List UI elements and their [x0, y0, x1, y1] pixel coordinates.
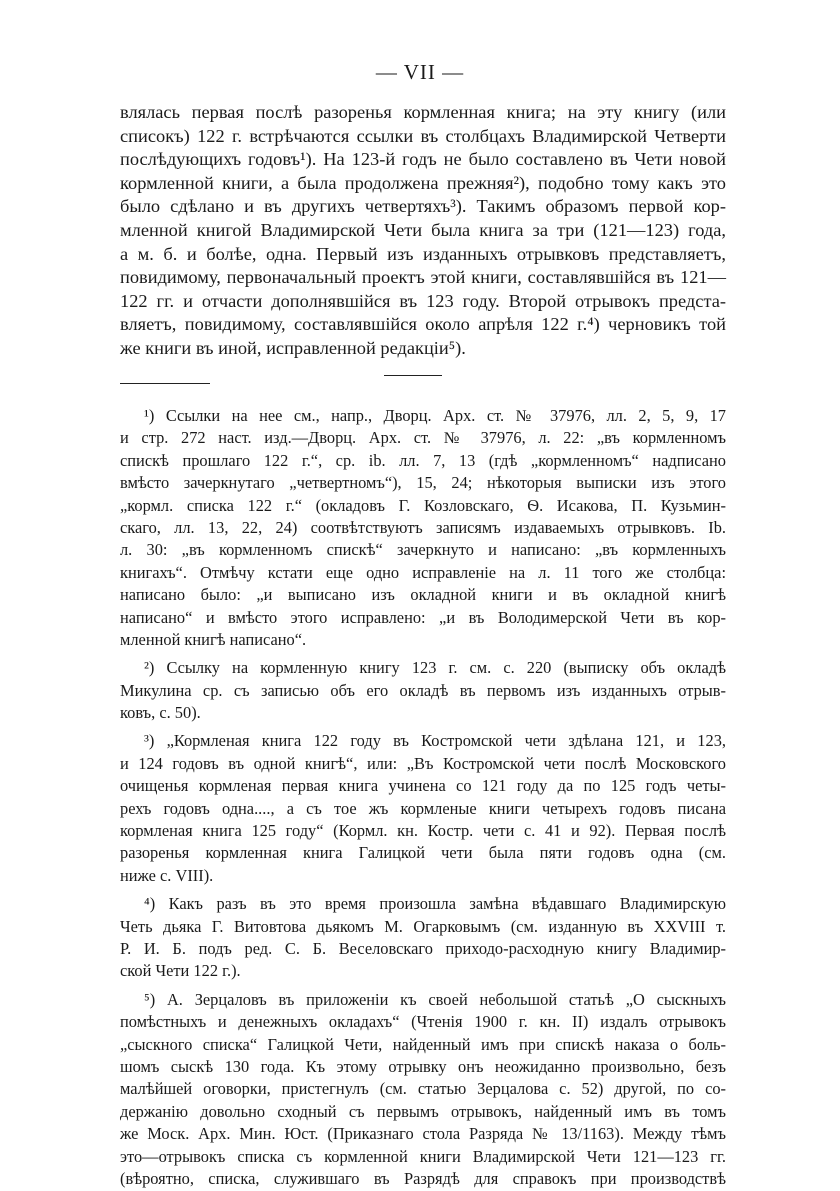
footnote-line: малѣйшей оговорки, пристегнулъ (см. статью Зерцалова с. 52) другой, по со- [120, 1079, 726, 1099]
footnote-rule [120, 383, 210, 384]
main-text-line: мленной книгой Владимирской Чети была книга за три (121—123) года, [120, 219, 726, 240]
main-text-line: списокъ) 122 г. встрѣчаются ссылки въ столбцахъ Владимирской Четверти [120, 125, 726, 146]
footnote-line: и 124 годовъ въ одной книгѣ“, или: „Въ Костромской чети послѣ Московского [120, 753, 726, 773]
main-text-line: было сдѣлано и въ другихъ четвертяхъ³). Такимъ образомъ первой кор- [120, 196, 726, 217]
footnote-line: „сыскного списка“ Галицкой Чети, найденный имъ при спискѣ наказа о боль- [120, 1034, 726, 1054]
footnote-line: написано было: „и выписано изъ окладной книги и въ окладной книгѣ [120, 585, 726, 605]
footnote-line: вмѣсто зачеркнутаго „четвертномъ“), 15, 24; нѣкоторыя выписки изъ этого [120, 473, 726, 493]
footnote-line: скаго, лл. 13, 22, 24) соотвѣтствуютъ записямъ издаваемыхъ отрывковъ. Ib. [120, 517, 726, 537]
section-divider [384, 375, 442, 376]
footnote-line: ковъ, с. 50). [120, 703, 201, 723]
footnote-3 [120, 730, 726, 887]
footnote-line: кормленая книга 125 году“ (Кормл. кн. Костр. чети с. 41 и 92). Первая послѣ [120, 821, 726, 841]
footnote-line: написано“ и вмѣсто этого исправлено: „и въ Володимерской Чети въ кор- [120, 607, 726, 627]
footnote-line: ской Чети 122 г.). [120, 961, 241, 981]
footnote-line: ⁵) А. Зерцаловъ въ приложеніи къ своей небольшой статьѣ „О сыскныхъ [144, 989, 726, 1009]
main-text [120, 101, 726, 361]
footnote-line: мленной книгѣ написано“. [120, 629, 307, 649]
footnote-line: ниже с. VIII). [120, 865, 214, 885]
footnote-line: Четь дьяка Г. Витовтова дьякомъ М. Огарковымъ (см. изданную въ XXVIII т. [120, 916, 726, 936]
footnote-line: и стр. 272 наст. изд.—Дворц. Арх. ст. № 37976, л. 22: „въ кормленномъ [120, 428, 726, 448]
main-text-line: вляетъ, повидимому, составлявшійся около апрѣля 122 г.⁴) черновикъ той [120, 314, 726, 335]
footnotes [120, 405, 726, 1190]
footnote-line: помѣстныхъ и денежныхъ окладахъ“ (Чтенія 1900 г. кн. II) издалъ отрывокъ [120, 1012, 726, 1032]
footnote-line: ⁴) Какъ разъ въ это время произошла замѣна вѣдавшаго Владимирскую [144, 894, 726, 914]
footnote-line: рехъ годовъ одна...., а съ тое жъ кормленые книги четырехъ годовъ писана [120, 798, 726, 818]
footnote-line: спискѣ прошлаго 122 г.“, ср. ib. лл. 7, 13 (гдѣ „кормленномъ“ надписано [120, 450, 726, 470]
main-text-line: повидимому, первоначальный проектъ этой книги, составлявшійся въ 121— [120, 267, 726, 288]
footnote-line: книгахъ“. Отмѣчу кстати еще одно исправленіе на л. 11 того же столбца: [120, 562, 726, 582]
footnote-line: Микулина ср. съ записью объ его окладѣ въ первомъ изъ изданныхъ отрыв- [120, 680, 726, 700]
footnote-4 [120, 893, 726, 983]
page-number: — VII — [375, 60, 465, 84]
footnote-line: очищенья кормленая первая книга учинена со 121 году да по 125 годъ четы- [120, 776, 726, 796]
footnote-line: (вѣроятно, списка, служившаго въ Разрядѣ для справокъ при производствѣ [120, 1168, 726, 1188]
footnote-line: Р. И. Б. подъ ред. С. Б. Веселовскаго приходо-расходную книгу Владимир- [120, 938, 726, 958]
footnote-line: „кормл. списка 122 г.“ (окладовъ Г. Козловскаго, Ѳ. Исакова, П. Кузьмин- [120, 495, 726, 515]
footnote-1 [120, 405, 726, 651]
footnote-line: ²) Ссылку на кормленную книгу 123 г. см. с. 220 (выписку объ окладѣ [144, 658, 726, 678]
footnote-5 [120, 989, 726, 1191]
main-text-line: же книги въ иной, исправленной редакціи⁵). [120, 337, 466, 358]
footnote-line: шомъ сыскѣ 130 года. Къ этому отрывку онъ неожиданно произвольно, безъ [120, 1056, 726, 1076]
main-text-line: а м. б. и болѣе, одна. Первый изъ изданныхъ отрывковъ представляетъ, [120, 243, 726, 264]
footnote-line: держанію довольно сходный съ первымъ отрывокъ, найденный имъ въ томъ [120, 1101, 726, 1121]
footnote-line: разоренья кормленная книга Галицкой чети была пяти годовъ одна (см. [120, 843, 726, 863]
footnote-line: ¹) Ссылки на нее см., напр., Дворц. Арх. ст. № 37976, лл. 2, 5, 9, 17 [144, 406, 726, 425]
main-text-line: послѣдующихъ годовъ¹). На 123-й годъ не было составлено въ Чети новой [120, 149, 726, 170]
footnote-line: это—отрывокъ списка съ кормленной книги Владимирской Чети 121—123 гг. [120, 1146, 726, 1166]
footnote-2 [120, 657, 726, 724]
main-text-line: 122 гг. и отчасти дополнявшійся въ 123 году. Второй отрывокъ предста- [120, 290, 726, 311]
footnote-line: ³) „Кормленая книга 122 году въ Костромской чети здѣлана 121, и 123, [144, 731, 726, 751]
footnote-line: же Моск. Арх. Мин. Юст. (Приказнаго стола Разряда № 13/1163). Между тѣмъ [120, 1124, 726, 1144]
main-text-line: влялась первая послѣ разоренья кормленная книга; на эту книгу (или [120, 102, 726, 122]
main-text-line: кормленной книги, а была продолжена прежняя²), подобно тому какъ это [120, 172, 726, 193]
footnote-line: л. 30: „въ кормленномъ спискѣ“ зачеркнуто и написано: „въ кормленныхъ [120, 540, 726, 560]
